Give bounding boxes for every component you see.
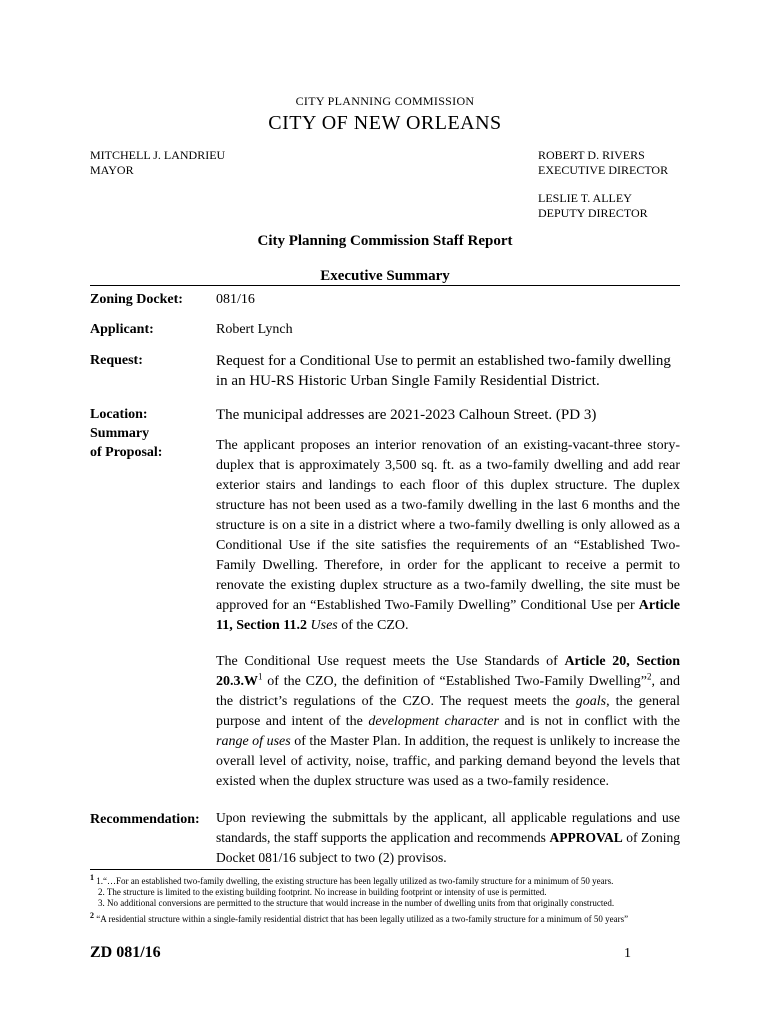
summary-label-line2: of Proposal: (90, 445, 163, 460)
footnote-1-line2: 2. The structure is limited to the existing building footprint. No increase in building footprint or intensity of use is permitted. (98, 887, 547, 897)
summary-p2-text-c: , and the district’s regulations of the CZO. The request meets the (216, 674, 680, 709)
request-value: Request for a Conditional Use to permit an established two-family dwelling in an HU-RS Historic Urban Single Family Residential District. (216, 353, 671, 389)
summary-p2-text-d: , the general purpose and intent of the (216, 694, 680, 729)
summary-p2-text-f: of the Master Plan. In addition, the request is unlikely to increase the overall level of activity, noise, traffic, and parking demand beyond the levels that existed when the duplex structure was used as a two-family residence. (216, 734, 680, 789)
summary-p2-article: Article 20, Section 20.3.W (216, 654, 681, 689)
request-label: Request: (90, 353, 143, 368)
director-block (538, 148, 668, 221)
summary-p1-end: of the CZO. (341, 618, 409, 633)
mayor-title: MAYOR (90, 163, 134, 177)
deputy-name: LESLIE T. ALLEY (538, 191, 632, 205)
recommendation-label: Recommendation: (90, 812, 200, 827)
recommendation-text-a: Upon reviewing the submittals by the applicant, all applicable regulations and use standards, the staff supports the application and recommends (216, 810, 680, 845)
recommendation-text-b: of Zoning Docket 081/16 subject to two (2) provisos. (216, 830, 680, 865)
director-title: EXECUTIVE DIRECTOR (538, 163, 669, 177)
mayor-name: MITCHELL J. LANDRIEU (90, 148, 226, 162)
summary-p2-range: range of uses (216, 734, 291, 749)
report-title: City Planning Commission Staff Report (257, 233, 513, 249)
report-subtitle: Executive Summary (320, 268, 450, 284)
summary-p2-text-e: and is not in conflict with the (498, 714, 680, 729)
summary-p1-article: Article 11, Section 11.2 (216, 598, 680, 633)
summary-label (90, 424, 162, 462)
summary-p2-goals: goals (575, 694, 607, 709)
summary-p1-uses: Uses (310, 618, 338, 633)
summary-p2-text-a: The Conditional Use request meets the Use Standards of (216, 654, 565, 669)
footnote-1-line1: 1.“…For an established two-family dwelling, the existing structure has been legally utilized as two-family structure for a minimum of 50 years. (96, 876, 614, 886)
location-value: The municipal addresses are 2021-2023 Calhoun Street. (PD 3) (216, 407, 597, 423)
docket-label: Zoning Docket: (90, 292, 183, 307)
applicant-label: Applicant: (90, 322, 154, 337)
mayor-block (90, 148, 225, 178)
footnote-ref-2: 2 (646, 671, 652, 682)
footnote-ref-1: 1 (258, 671, 263, 682)
footnote-2 (90, 911, 680, 925)
summary-paragraph-2 (216, 652, 680, 792)
city-heading: CITY OF NEW ORLEANS (268, 112, 502, 134)
docket-value: 081/16 (216, 292, 255, 307)
applicant-value: Robert Lynch (216, 322, 293, 337)
summary-p1-text: The applicant proposes an interior renovation of an existing-vacant-three story-duplex that is approximately 3,500 sq. ft. as a two-family dwelling and add rear exterior stairs and landings to each floor of this duplex structure. The duplex structure has not been used as a two-family dwelling in the last 6 months and the structure is on a site in a district where a two-family dwelling is only allowed as a Conditional Use if the site satisfies the requirements of an “Established Two-Family Dwelling. Therefore, in order for the applicant to receive a permit to renovate the existing duplex structure as a two-family dwelling, the site must be approved for an “Established Two-Family Dwelling” Conditional Use per (216, 438, 680, 613)
location-label: Location: (90, 407, 148, 422)
footnote-divider (90, 869, 270, 870)
summary-paragraph-1 (216, 436, 680, 636)
footnote-2-marker: 2 (90, 911, 94, 920)
summary-p2-text-b: of the CZO, the definition of “Established Two-Family Dwelling” (262, 674, 647, 689)
summary-label-line1: Summary (90, 426, 150, 441)
recommendation-approval: APPROVAL (549, 830, 623, 845)
commission-heading: CITY PLANNING COMMISSION (295, 94, 475, 108)
section-divider (90, 285, 680, 286)
footnote-1-marker: 1 (90, 873, 94, 882)
footer-docket: ZD 081/16 (90, 944, 161, 961)
footnote-2-text: “A residential structure within a single-family residential district that has been legally utilized as a two-family structure for a minimum of 50 years” (96, 914, 629, 924)
footnote-1-line3: 3. No additional conversions are permitted to the structure that would increase in the number of dwelling units from that originally constructed. (98, 898, 615, 908)
deputy-title: DEPUTY DIRECTOR (538, 206, 648, 220)
recommendation-text (216, 808, 680, 868)
summary-p2-development: development character (368, 714, 499, 729)
page-number: 1 (624, 946, 631, 961)
footnote-1 (90, 873, 690, 909)
director-name: ROBERT D. RIVERS (538, 148, 645, 162)
